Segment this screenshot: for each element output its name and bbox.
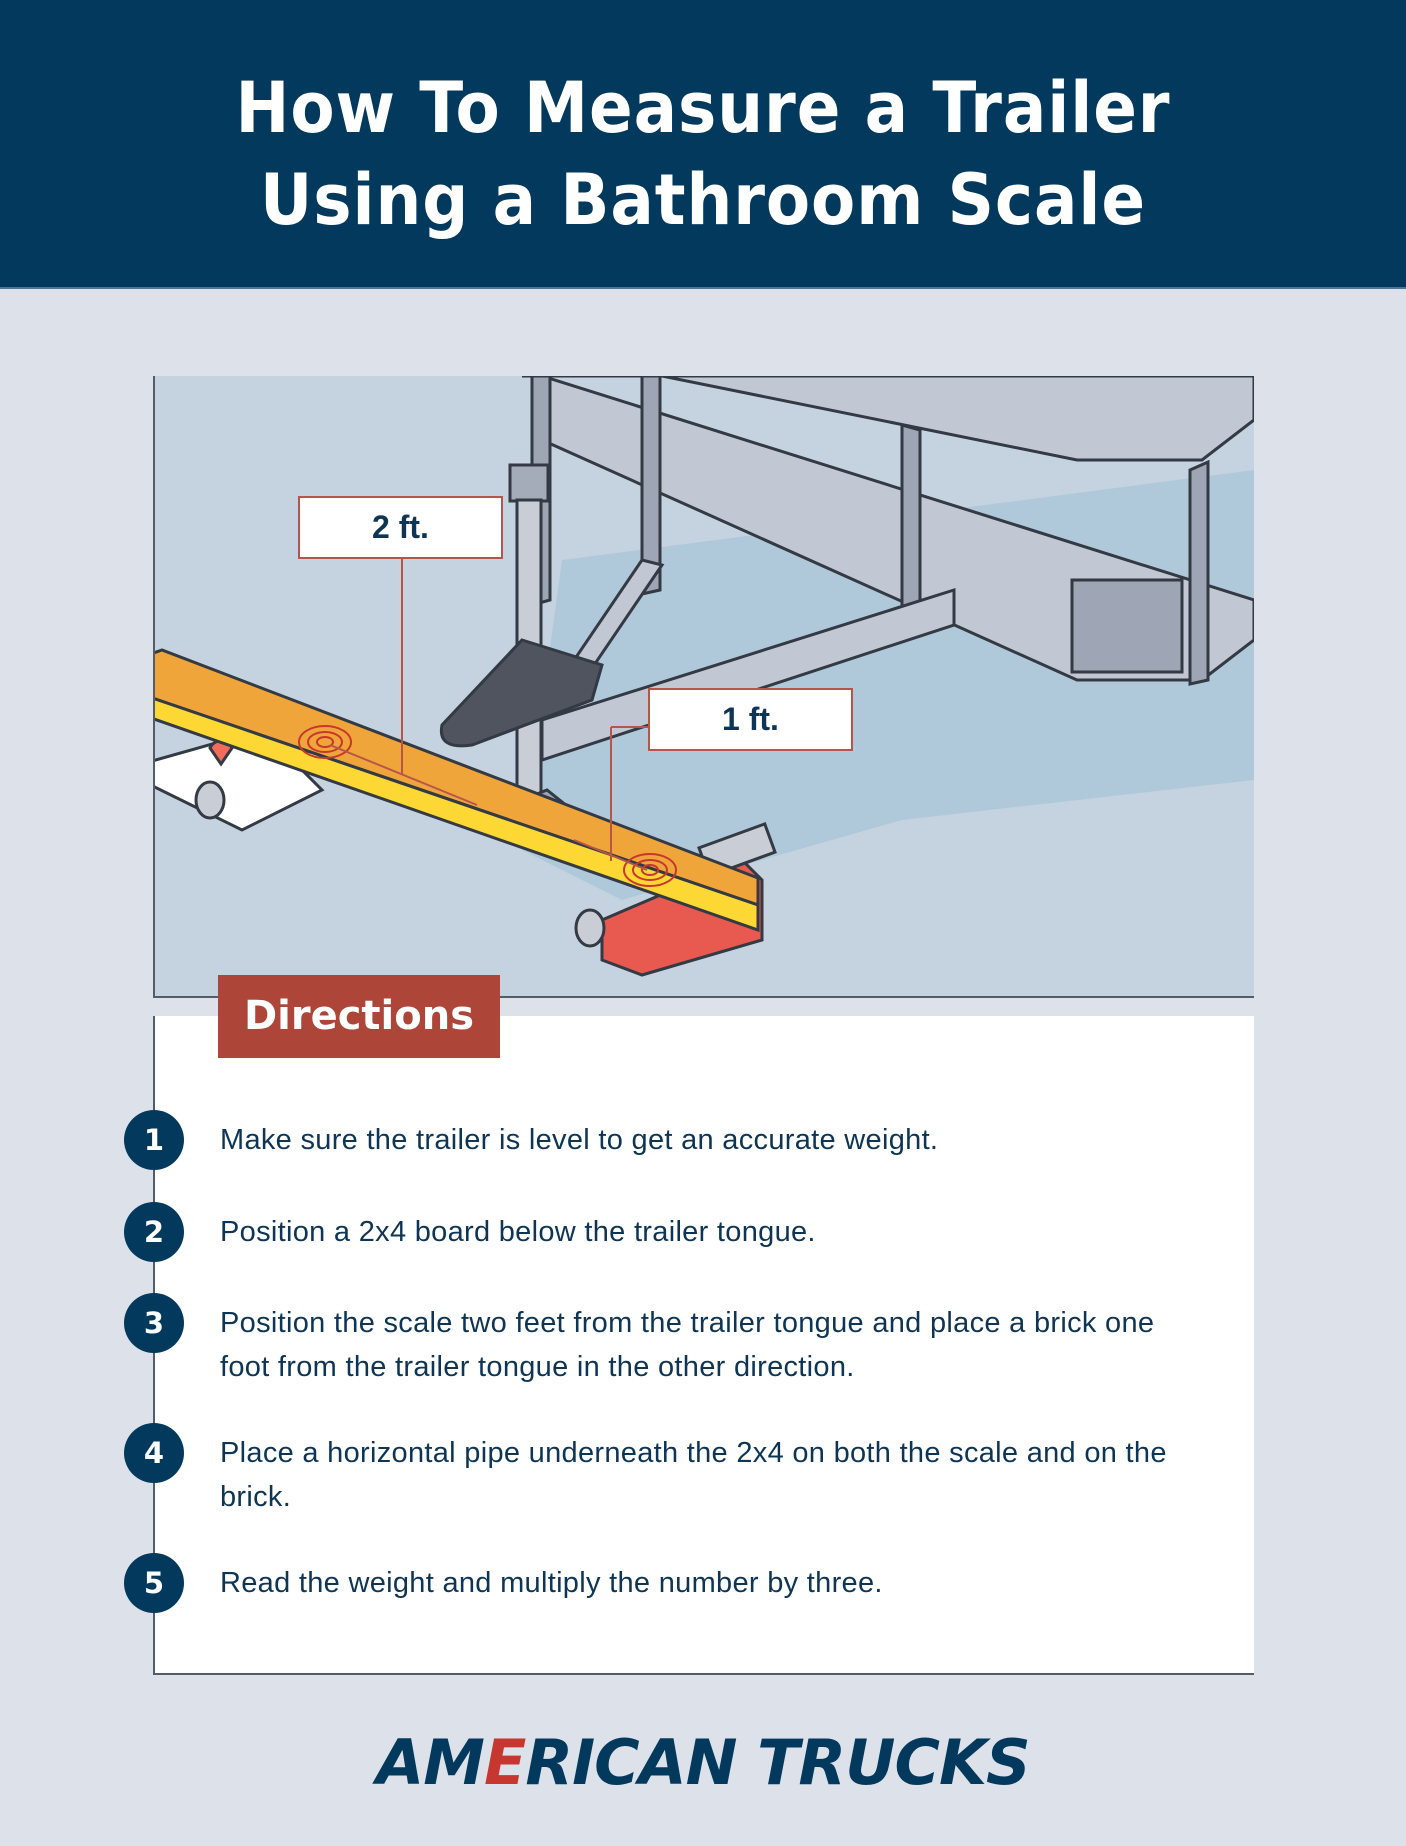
step-number-badge: 1 <box>124 1110 184 1170</box>
step-number-badge: 5 <box>124 1553 184 1613</box>
illustration-graphic <box>153 376 1254 998</box>
trailer-illustration <box>153 376 1254 998</box>
title-line-2: Using a Bathroom Scale <box>260 159 1146 241</box>
step-text: Read the weight and multiply the number by three. <box>220 1567 883 1599</box>
step-text: Make sure the trailer is level to get an accurate weight. <box>220 1124 939 1156</box>
american-trucks-logo <box>0 1726 1406 1799</box>
page-title <box>56 62 1350 246</box>
step-number-badge: 2 <box>124 1202 184 1262</box>
step-text: Place a horizontal pipe underneath the 2x4 on both the scale and on the brick. <box>220 1437 1167 1513</box>
two-feet-label: 2 ft. <box>298 496 503 559</box>
step-text: Position a 2x4 board below the trailer tongue. <box>220 1216 816 1248</box>
step-number-badge: 4 <box>124 1423 184 1483</box>
title-line-1: How To Measure a Trailer <box>235 67 1171 149</box>
logo-flag-e: E <box>483 1726 526 1799</box>
directions-heading: Directions <box>218 975 500 1058</box>
step-text: Position the scale two feet from the trailer tongue and place a brick one foot from the trailer tongue in the other direction. <box>220 1307 1155 1383</box>
one-foot-label: 1 ft. <box>648 688 853 751</box>
step-number-badge: 3 <box>124 1293 184 1353</box>
logo-text-end: RICAN TRUCKS <box>525 1726 1030 1799</box>
header-banner <box>0 0 1406 289</box>
logo-text-start: AM <box>376 1726 484 1799</box>
